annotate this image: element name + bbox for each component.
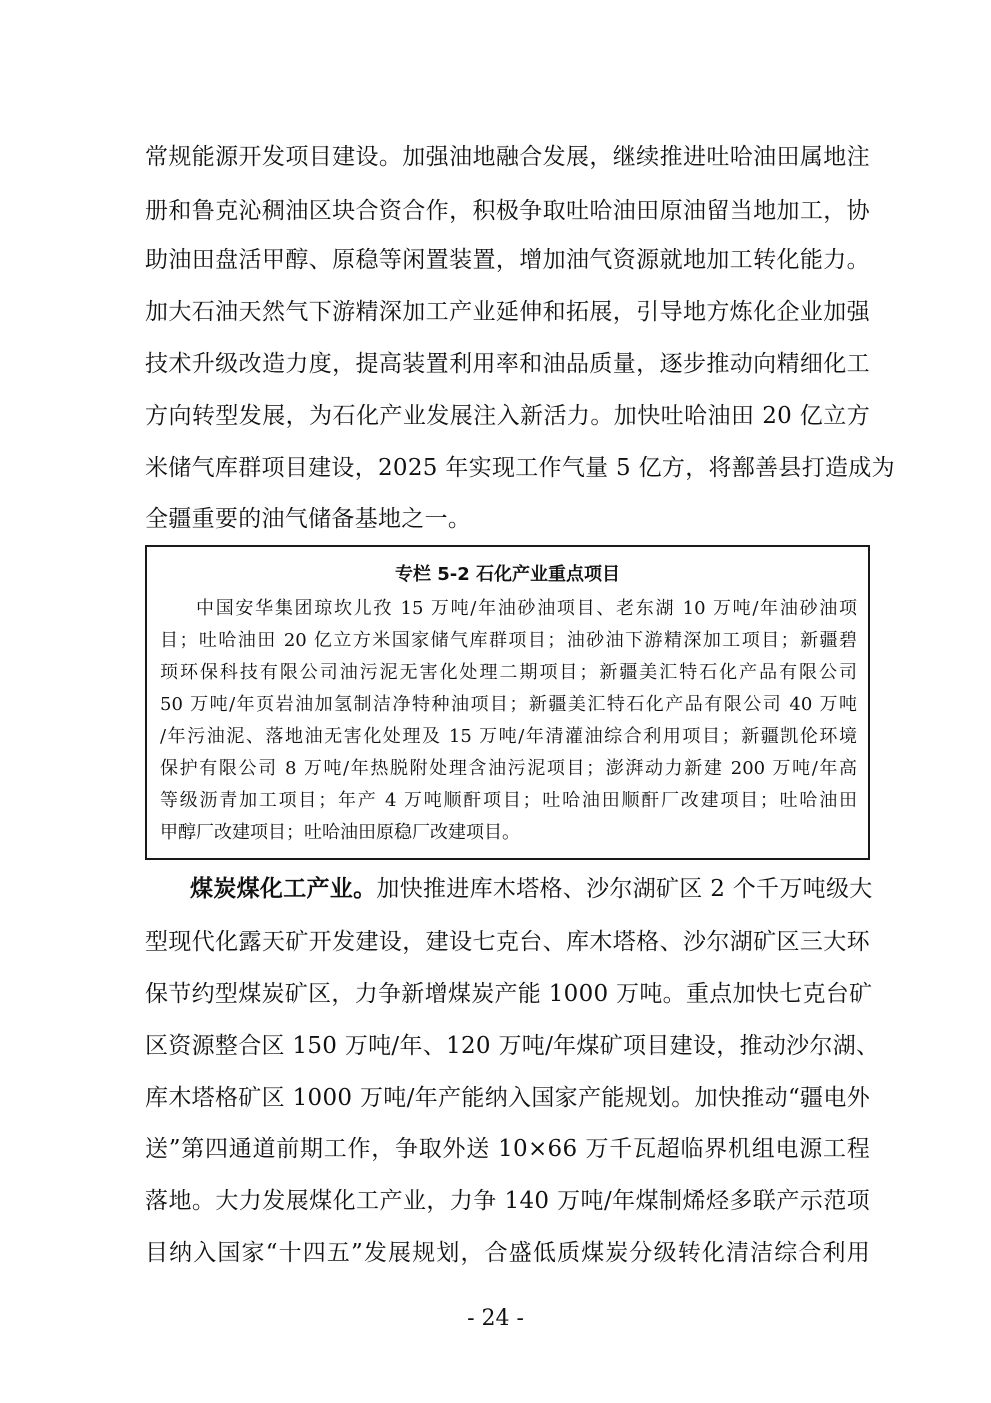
box-title: 专栏 5-2 石化产业重点项目	[394, 564, 621, 585]
project-column-box	[145, 545, 870, 860]
box-line: 顼环保科技有限公司油污泥无害化处理二期项目；新疆美汇特石化产品有限公司	[160, 662, 857, 683]
paragraph-line: 保节约型煤炭矿区，力争新增煤炭产能 1000 万吨。重点加快七克台矿	[145, 981, 873, 1007]
paragraph-line: 加大石油天然气下游精深加工产业延伸和拓展，引导地方炼化企业加强	[145, 299, 870, 325]
section-lead-heading: 煤炭煤化工产业。	[190, 876, 377, 902]
box-line: 目；吐哈油田 20 亿立方米国家储气库群项目；油砂油下游精深加工项目；新疆碧	[160, 630, 857, 651]
paragraph-line: 全疆重要的油气储备基地之一。	[145, 506, 472, 532]
paragraph-line: 方向转型发展，为石化产业发展注入新活力。加快吐哈油田 20 亿立方	[145, 403, 870, 429]
paragraph-line: 助油田盘活甲醇、原稳等闲置装置，增加油气资源就地加工转化能力。	[145, 247, 870, 273]
paragraph-line: 米储气库群项目建设，2025 年实现工作气量 5 亿方，将鄯善县打造成为	[145, 455, 895, 481]
box-line: 等级沥青加工项目；年产 4 万吨顺酐项目；吐哈油田顺酐厂改建项目；吐哈油田	[160, 790, 857, 811]
box-line: 甲醇厂改建项目；吐哈油田原稳厂改建项目。	[160, 822, 520, 843]
paragraph-line: 册和鲁克沁稠油区块合资合作，积极争取吐哈油田原油留当地加工，协	[145, 198, 870, 224]
paragraph-line: 库木塔格矿区 1000 万吨/年产能纳入国家产能规划。加快推动“疆电外	[145, 1085, 870, 1111]
page-number: - 24 -	[467, 1306, 524, 1331]
paragraph-line	[190, 874, 873, 904]
paragraph-line: 目纳入国家“十四五”发展规划，合盛低质煤炭分级转化清洁综合利用	[145, 1240, 870, 1266]
paragraph-line: 送”第四通道前期工作，争取外送 10×66 万千瓦超临界机组电源工程	[145, 1136, 870, 1162]
paragraph-line: 常规能源开发项目建设。加强油地融合发展，继续推进吐哈油田属地注	[145, 144, 870, 170]
paragraph-line: 区资源整合区 150 万吨/年、120 万吨/年煤矿项目建设，推动沙尔湖、	[145, 1033, 880, 1059]
box-line: 中国安华集团琼坎儿孜 15 万吨/年油砂油项目、老东湖 10 万吨/年油砂油项	[196, 598, 857, 619]
paragraph-text: 加快推进库木塔格、沙尔湖矿区 2 个千万吨级大	[376, 876, 873, 902]
box-line: /年污油泥、落地油无害化处理及 15 万吨/年清灌油综合利用项目；新疆凯伦环境	[160, 726, 857, 747]
paragraph-line: 落地。大力发展煤化工产业，力争 140 万吨/年煤制烯烃多联产示范项	[145, 1188, 870, 1214]
box-line: 保护有限公司 8 万吨/年热脱附处理含油污泥项目；澎湃动力新建 200 万吨/年高	[160, 758, 857, 779]
box-line: 50 万吨/年页岩油加氢制洁净特种油项目；新疆美汇特石化产品有限公司 40 万吨	[160, 694, 857, 715]
paragraph-line: 型现代化露天矿开发建设，建设七克台、库木塔格、沙尔湖矿区三大环	[145, 929, 870, 955]
paragraph-line: 技术升级改造力度，提高装置利用率和油品质量，逐步推动向精细化工	[145, 351, 870, 377]
